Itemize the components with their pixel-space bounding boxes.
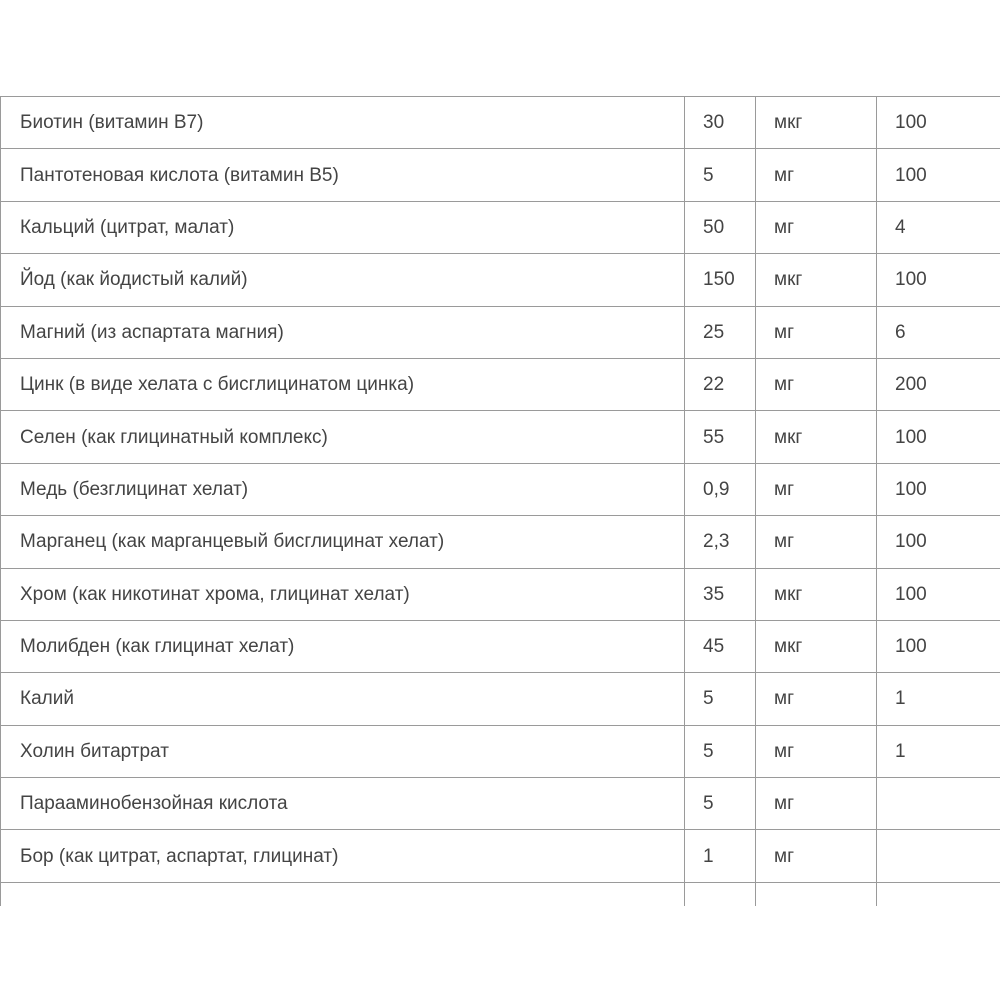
nutrient-unit-cell: мкг: [756, 620, 877, 672]
table-row: [1, 306, 1000, 358]
nutrient-amount-cell: 45: [685, 620, 756, 672]
nutrient-unit-cell: мг: [756, 463, 877, 515]
nutrient-unit-cell: мг: [756, 358, 877, 410]
table-row: [1, 516, 1000, 568]
table-row: [1, 778, 1000, 830]
nutrient-table: [0, 96, 1000, 906]
nutrient-daily-value-cell: 100: [877, 620, 1000, 672]
table-row: [1, 830, 1000, 882]
table-row-partial: [1, 882, 1000, 906]
nutrient-name-cell: Калий: [1, 673, 685, 725]
table-row: [1, 149, 1000, 201]
nutrient-table-container: [0, 96, 1000, 906]
nutrient-amount-cell: 5: [685, 725, 756, 777]
nutrient-daily-value-cell: 100: [877, 411, 1000, 463]
nutrient-daily-value-cell: 100: [877, 463, 1000, 515]
nutrient-unit-cell: мкг: [756, 97, 877, 149]
nutrient-amount-cell: 5: [685, 673, 756, 725]
nutrient-daily-value-cell: 100: [877, 254, 1000, 306]
nutrient-daily-value-cell: 100: [877, 568, 1000, 620]
table-row: [1, 411, 1000, 463]
nutrient-unit-cell: мг: [756, 149, 877, 201]
nutrient-name-cell: Марганец (как марганцевый бисглицинат хелат): [1, 516, 685, 568]
nutrient-unit-cell: мкг: [756, 254, 877, 306]
table-row: [1, 97, 1000, 149]
nutrient-name-cell: Кальций (цитрат, малат): [1, 201, 685, 253]
nutrient-amount-cell: 0,9: [685, 463, 756, 515]
nutrient-amount-cell: 55: [685, 411, 756, 463]
nutrient-unit-cell: мкг: [756, 411, 877, 463]
nutrient-amount-cell: 50: [685, 201, 756, 253]
nutrient-unit-cell: мг: [756, 201, 877, 253]
nutrient-daily-value-cell: 100: [877, 516, 1000, 568]
nutrient-name-cell: Селен (как глицинатный комплекс): [1, 411, 685, 463]
table-row: [1, 463, 1000, 515]
nutrient-amount-cell: 5: [685, 149, 756, 201]
nutrient-amount-cell: 150: [685, 254, 756, 306]
empty-cell: [1, 882, 685, 906]
nutrient-amount-cell: 22: [685, 358, 756, 410]
nutrient-name-cell: Биотин (витамин В7): [1, 97, 685, 149]
nutrient-daily-value-cell: 200: [877, 358, 1000, 410]
nutrient-daily-value-cell: 100: [877, 149, 1000, 201]
table-row: [1, 358, 1000, 410]
nutrient-amount-cell: 5: [685, 778, 756, 830]
nutrient-name-cell: Пантотеновая кислота (витамин В5): [1, 149, 685, 201]
nutrient-name-cell: Йод (как йодистый калий): [1, 254, 685, 306]
nutrient-name-cell: Бор (как цитрат, аспартат, глицинат): [1, 830, 685, 882]
empty-cell: [877, 882, 1000, 906]
nutrient-name-cell: Хром (как никотинат хрома, глицинат хелат): [1, 568, 685, 620]
nutrient-unit-cell: мг: [756, 516, 877, 568]
empty-cell: [685, 882, 756, 906]
nutrient-amount-cell: 2,3: [685, 516, 756, 568]
table-row: [1, 725, 1000, 777]
nutrient-unit-cell: мг: [756, 673, 877, 725]
nutrient-name-cell: Молибден (как глицинат хелат): [1, 620, 685, 672]
nutrient-amount-cell: 30: [685, 97, 756, 149]
nutrient-name-cell: Магний (из аспартата магния): [1, 306, 685, 358]
table-row: [1, 568, 1000, 620]
table-row: [1, 201, 1000, 253]
nutrient-daily-value-cell: 4: [877, 201, 1000, 253]
nutrient-unit-cell: мг: [756, 306, 877, 358]
table-row: [1, 254, 1000, 306]
empty-cell: [756, 882, 877, 906]
nutrient-table-body: [1, 97, 1000, 907]
nutrient-name-cell: Холин битартрат: [1, 725, 685, 777]
nutrient-name-cell: Медь (безглицинат хелат): [1, 463, 685, 515]
nutrient-daily-value-cell: 1: [877, 673, 1000, 725]
nutrient-unit-cell: мг: [756, 725, 877, 777]
nutrient-unit-cell: мг: [756, 830, 877, 882]
nutrient-daily-value-cell: 100: [877, 97, 1000, 149]
nutrient-amount-cell: 1: [685, 830, 756, 882]
nutrient-daily-value-cell: [877, 830, 1000, 882]
nutrient-daily-value-cell: 6: [877, 306, 1000, 358]
nutrient-amount-cell: 25: [685, 306, 756, 358]
nutrient-amount-cell: 35: [685, 568, 756, 620]
nutrient-unit-cell: мкг: [756, 568, 877, 620]
table-row: [1, 673, 1000, 725]
nutrient-daily-value-cell: [877, 778, 1000, 830]
table-row: [1, 620, 1000, 672]
nutrient-name-cell: Цинк (в виде хелата с бисглицинатом цинка): [1, 358, 685, 410]
nutrient-name-cell: Парааминобензойная кислота: [1, 778, 685, 830]
nutrient-daily-value-cell: 1: [877, 725, 1000, 777]
nutrient-unit-cell: мг: [756, 778, 877, 830]
